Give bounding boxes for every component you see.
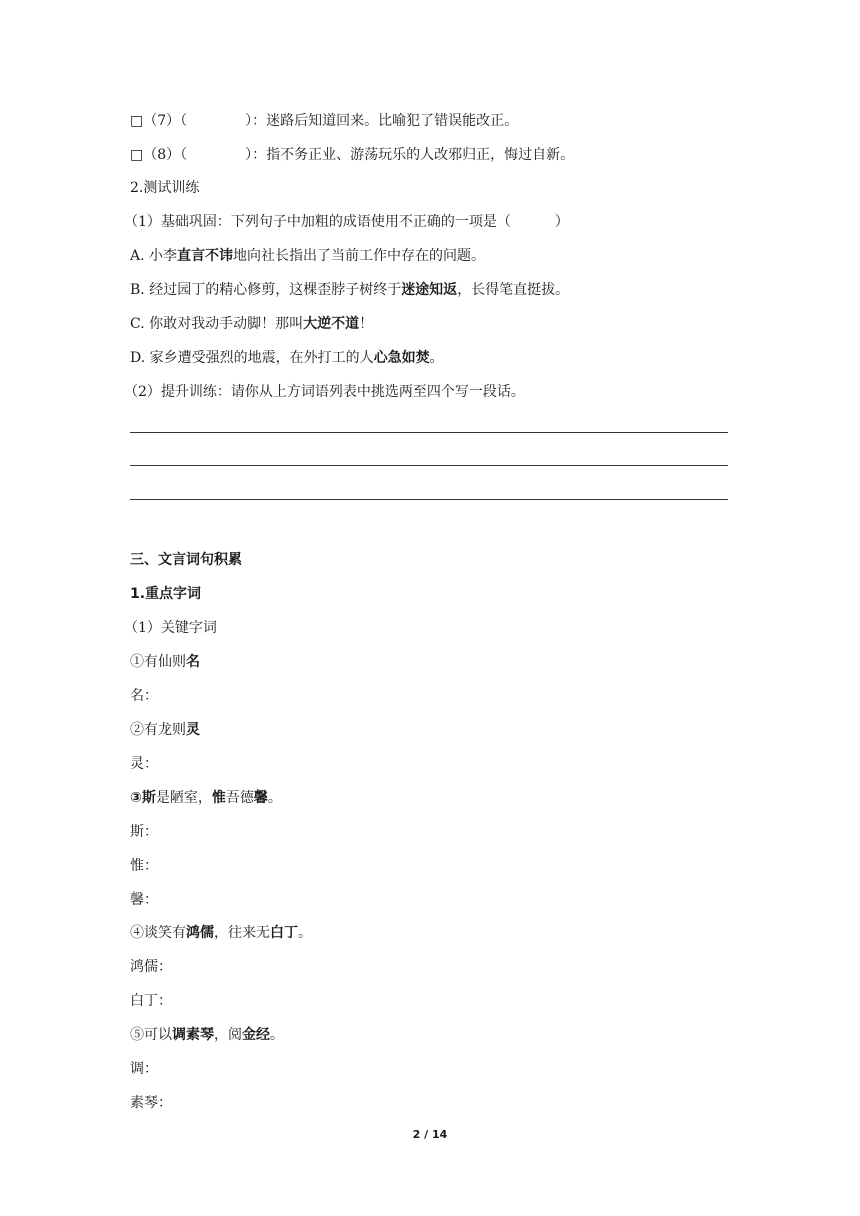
sentence-4 [130,923,312,943]
question-1-prefix: （1）基础巩固：下列句子中加粗的成语使用不正确的一项是（ [124,214,511,230]
option-b-text-end: ，长得笔直挺拔。 [457,282,570,298]
answer-3c: 馨： [130,892,158,908]
option-c [130,314,373,334]
key-word: 白丁 [270,925,298,941]
idiom-item-8-prefix: □（8）（ [130,147,188,163]
sentence-1 [130,652,200,672]
sentence-5 [130,1025,284,1045]
answer-5b: 素琴： [130,1095,172,1111]
sentence-1-text: ①有仙则 [130,654,186,670]
sentence-3-text: 是陋室， [155,790,212,806]
sentence-3 [130,788,282,808]
subsection-title: 1.重点字词 [130,586,202,602]
sentence-2 [130,720,200,740]
option-d-text: D. 家乡遭受强烈的地震，在外打工的人 [130,350,374,366]
option-b-idiom: 迷途知返 [401,282,458,298]
option-b [130,280,569,300]
option-d-idiom: 心急如焚 [373,350,430,366]
answer-1: 名： [130,688,158,704]
writing-line-3 [130,499,728,500]
answer-4a: 鸿儒： [130,959,172,975]
sentence-3-text: 吾德 [225,790,254,806]
section-heading: 三、文言词句积累 [130,552,242,568]
option-a-text: A. 小李 [130,248,178,264]
question-2: （2）提升训练：请你从上方词语列表中挑选两至四个写一段话。 [124,384,525,400]
key-word: 灵 [186,722,200,738]
writing-line-2 [130,465,728,466]
option-b-text: B. 经过园丁的精心修剪，这棵歪脖子树终于 [130,282,402,298]
test-title: 2.测试训练 [130,180,200,196]
sentence-4-text: 。 [298,925,312,941]
sentence-4-text: ④谈笑有 [130,925,186,941]
sentence-3-text: 。 [267,790,282,806]
key-word: ③斯 [130,790,156,806]
answer-3a: 斯： [130,824,158,840]
sentence-4-text: ，往来无 [214,925,270,941]
question-1-suffix: ） [554,214,569,230]
idiom-item-8-suffix: ）：指不务正业、游荡玩乐的人改邪归正，悔过自新。 [245,147,575,163]
option-a-idiom: 直言不讳 [177,248,234,264]
page-number: 2 / 14 [412,1128,448,1141]
key-word: 名 [186,654,200,670]
key-word: 惟 [211,790,226,806]
answer-5a: 调： [130,1061,158,1077]
subsection-label: （1）关键字词 [124,620,217,636]
sentence-5-text: ，阅 [214,1027,242,1043]
idiom-item-8 [130,145,574,165]
sentence-2-text: ②有龙则 [130,722,186,738]
idiom-item-7-prefix: □（7）（ [130,113,188,129]
writing-line-1 [130,432,728,433]
option-c-text-end: ！ [359,316,374,332]
answer-4b: 白丁： [130,993,172,1009]
option-d [130,348,444,368]
idiom-item-7-suffix: ）：迷路后知道回来。比喻犯了错误能改正。 [245,113,519,129]
key-word: 馨 [253,790,268,806]
option-c-text: C. 你敢对我动手动脚！那叫 [130,316,304,332]
key-word: 鸿儒 [186,925,214,941]
idiom-item-7 [130,111,518,131]
key-word: 金经 [242,1027,270,1043]
question-1 [124,212,569,232]
sentence-5-text: ⑤可以 [130,1027,172,1043]
key-word: 调素琴 [172,1027,214,1043]
option-c-idiom: 大逆不道 [303,316,360,332]
answer-3b: 惟： [130,858,158,874]
option-a [130,246,485,266]
option-d-text-end: 。 [429,350,444,366]
option-a-text-end: 地向社长指出了当前工作中存在的问题。 [233,248,486,264]
answer-2: 灵： [130,756,158,772]
sentence-5-text: 。 [270,1027,284,1043]
